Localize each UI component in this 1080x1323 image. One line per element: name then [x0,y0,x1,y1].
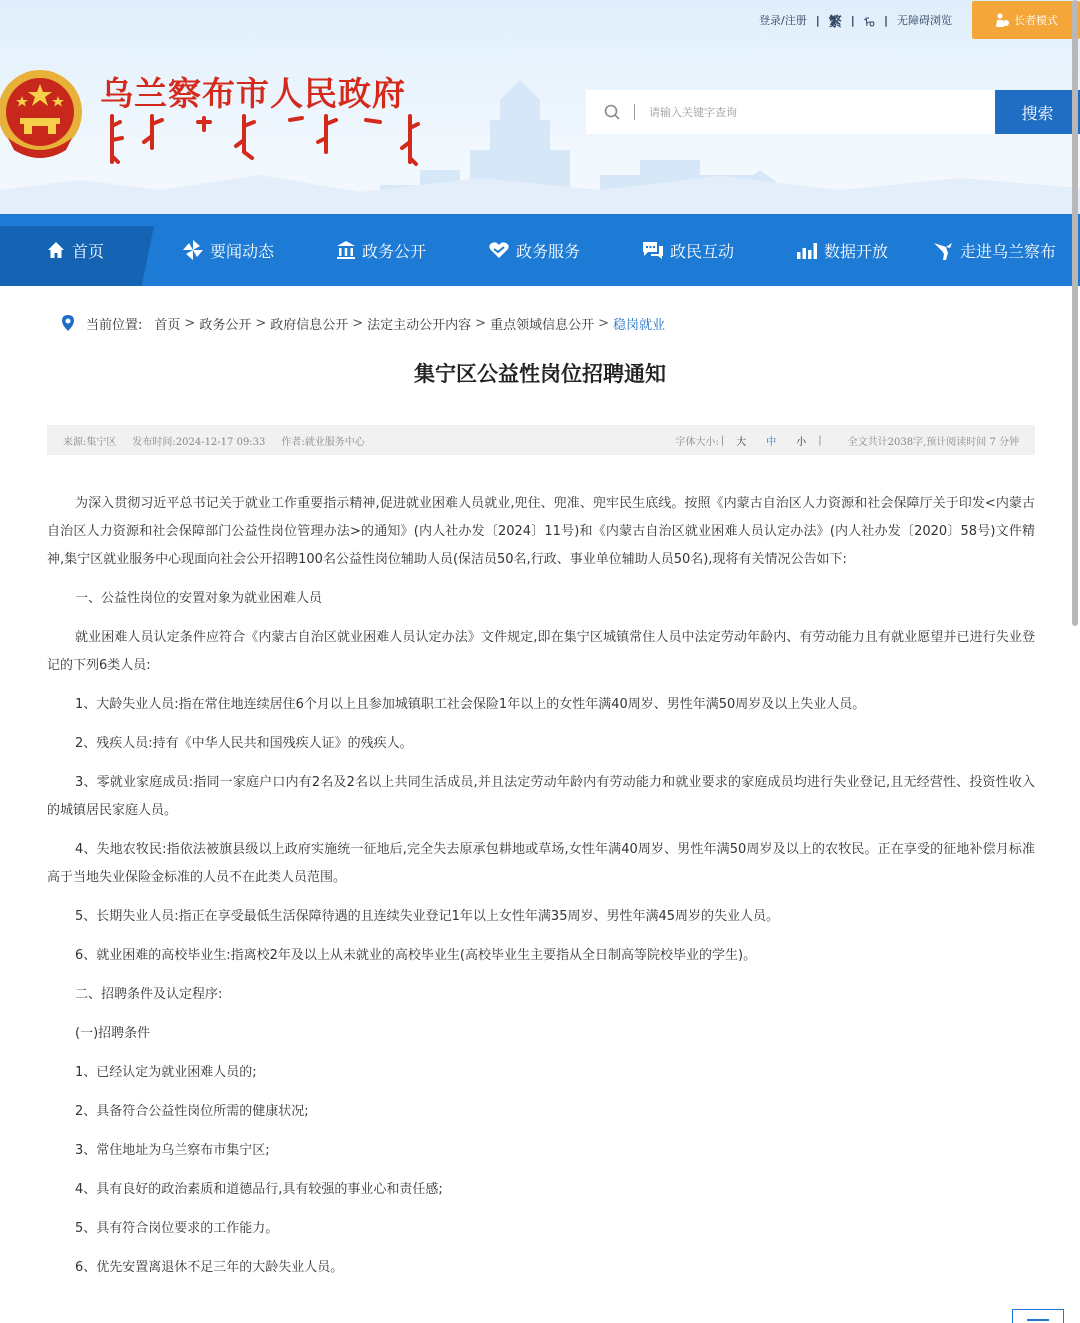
walking-person-icon [932,239,954,261]
nav-label: 要闻动态 [210,241,275,261]
section-heading: 二、招聘条件及认定程序: [75,987,223,1002]
breadcrumb-link[interactable]: 首页 [154,317,181,333]
divider: | [850,13,855,27]
divider: | [815,13,820,27]
font-size-label: 字体大小: [675,436,719,448]
breadcrumb-separator: > [255,315,267,331]
list-item: 1、大龄失业人员:指在常住地连续居住6个月以上且参加城镇职工社会保险1年以上的女性年满40周岁、男性年满50周岁及以上失业人员。 [75,697,866,712]
list-item: 6、优先安置离退休不足三年的大龄失业人员。 [75,1260,344,1275]
nav-item-government-affairs[interactable] [336,214,426,286]
divider: | [720,434,725,446]
login-register-link[interactable]: 登录/注册 [758,14,807,27]
nav-item-services[interactable] [488,214,580,286]
heart-hand-icon [488,240,510,260]
government-building-icon [336,240,356,260]
list-item: 2、残疾人员:持有《中华人民共和国残疾人证》的残疾人。 [75,736,413,751]
nav-item-open-data[interactable] [796,214,888,286]
list-item: 4、具有良好的政治素质和道德品行,具有较强的事业心和责任感; [75,1182,443,1197]
article-body [47,490,1035,1282]
breadcrumb-link[interactable]: 法定主动公开内容 [367,317,472,333]
font-size-small-button[interactable]: 小 [796,436,807,448]
article-author: 作者:就业服务中心 [281,436,365,448]
list-item: 1、已经认定为就业困难人员的; [75,1065,257,1080]
nav-label: 政务服务 [516,241,581,261]
article-publish-time: 发布时间:2024-12-17 09:33 [132,436,266,448]
elder-person-icon [994,12,1010,28]
nav-item-interaction[interactable] [642,214,734,286]
nav-label: 首页 [72,241,105,261]
site-title: 乌兰察布市人民政府 [100,74,406,113]
list-item: 2、具备符合公益性岗位所需的健康状况; [75,1104,309,1119]
divider: | [818,434,822,446]
search-divider [634,104,635,120]
paragraph: 就业困难人员认定条件应符合《内蒙古自治区就业困难人员认定办法》文件规定,即在集宁区城镇常住人员中法定劳动年龄内、有劳动能力且有就业愿望并已进行失业登记的下列6类人员: [47,630,1035,673]
nav-item-news[interactable] [182,214,274,286]
bar-chart-icon [796,240,818,260]
back-to-top-icon [1027,1319,1049,1321]
page-scrollbar[interactable] [1072,0,1078,626]
elder-mode-button[interactable] [972,1,1080,39]
list-item: 3、零就业家庭成员:指同一家庭户口内有2名及2名以上共同生活成员,并且法定劳动年龄内有劳动能力和就业要求的家庭成员均进行失业登记,且无经营性、投资性收入的城镇居民家庭人员。 [47,775,1035,818]
list-item: 5、长期失业人员:指正在享受最低生活保障待遇的且连续失业登记1年以上女性年满35周岁、男性年满45周岁的失业人员。 [75,909,780,924]
word-count: 全文共计2038字,预计阅读时间 7 分钟 [847,436,1019,448]
breadcrumb-separator: > [352,315,364,331]
breadcrumb-label: 当前位置: [86,317,143,333]
list-item: 3、常住地址为乌兰察布市集宁区; [75,1143,270,1158]
nav-label: 走进乌兰察布 [960,241,1057,261]
list-item: 6、就业困难的高校毕业生:指离校2年及以上从未就业的高校毕业生(高校毕业生主要指从全日制高等院校毕业的学生)。 [75,948,757,963]
pinwheel-icon [182,239,204,261]
list-item: 4、失地农牧民:指依法被旗县级以上政府实施统一征地后,完全失去原承包耕地或草场,女性年满40周岁、男性年满50周岁及以上的农牧民。正在享受的征地补偿月标准高于当地失业保险金标准的人员不在此类人员范围。 [47,842,1035,885]
nav-label: 数据开放 [824,241,889,261]
breadcrumb-link[interactable]: 政府信息公开 [270,317,349,333]
nav-label: 政务公开 [362,241,427,261]
site-header [0,0,1080,214]
national-emblem-logo [0,66,86,160]
article-source: 来源:集宁区 [63,436,117,448]
search-box [586,90,996,134]
subsection-heading: (一)招聘条件 [75,1026,151,1041]
breadcrumb-link[interactable]: 政务公开 [199,317,252,333]
article-meta-bar [47,425,1035,455]
breadcrumb-link[interactable]: 重点领域信息公开 [490,317,595,333]
font-size-controls [676,425,1019,455]
font-size-medium-button[interactable]: 中 [766,436,777,448]
elder-mode-label: 长者模式 [1014,14,1058,27]
mongolian-language-link[interactable]: ᠮᠣ [863,15,875,30]
breadcrumb-separator: > [475,315,487,331]
location-pin-icon [60,314,76,332]
chat-bubbles-icon [642,240,664,260]
search-button[interactable]: 搜索 [995,90,1080,134]
search-input[interactable] [649,106,949,119]
top-utility-bar [759,0,1080,40]
nav-item-about-city[interactable] [932,214,1056,286]
nav-label: 政民互动 [670,241,735,261]
breadcrumb-separator: > [598,315,609,331]
breadcrumb [60,312,665,334]
divider: | [883,13,888,27]
back-to-top-button[interactable] [1012,1309,1064,1323]
search-icon [604,104,620,120]
paragraph: 为深入贯彻习近平总书记关于就业工作重要指示精神,促进就业困难人员就业,兜住、兜准、兜牢民生底线。按照《内蒙古自治区人力资源和社会保障厅关于印发<内蒙古自治区人力资源和社会保障部门公益性岗位管理办法>的通知》(内人社办发〔2024〕11号)和《内蒙古自治区就业困难人员认定办法》(内人社办发〔2020〕58号)文件精神,集宁区就业服务中心现面向社会公开招聘100名公益性岗位辅助人员(保洁员50名,行政、事业单位辅助人员50名),现将有关情况公告如下: [47,496,1035,567]
list-item: 5、具有符合岗位要求的工作能力。 [75,1221,279,1236]
section-heading: 一、公益性岗位的安置对象为就业困难人员 [75,591,323,606]
breadcrumb-separator: > [184,315,196,331]
article-title: 集宁区公益性岗位招聘通知 [414,362,666,386]
mongolian-script-title [104,112,424,170]
breadcrumb-current[interactable]: 稳岗就业 [613,317,666,333]
accessibility-link[interactable]: 无障碍浏览 [897,14,952,27]
home-icon [46,240,66,260]
nav-item-home[interactable] [46,214,104,286]
traditional-chinese-link[interactable]: 繁 [828,14,842,30]
main-navigation [0,214,1080,286]
font-size-large-button[interactable]: 大 [736,436,747,448]
